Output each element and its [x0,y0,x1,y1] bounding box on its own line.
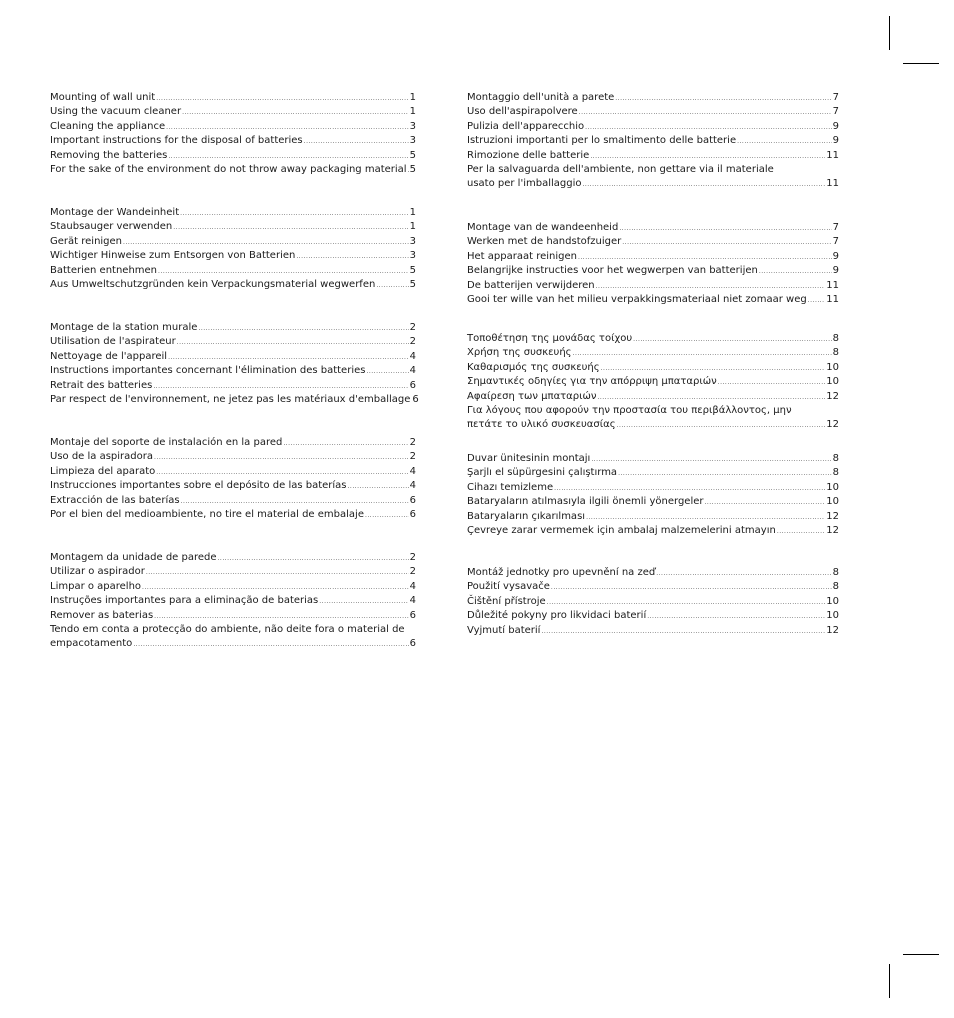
toc-section-it [467,91,839,192]
toc-entry [50,508,416,522]
toc-entry-title: Instructions importantes concernant l'élimination des batteries [50,365,366,377]
toc-entry-page: 4 [409,365,416,377]
dot-leader [591,453,831,467]
toc-entry [50,206,416,220]
toc-entry-title: Duvar ünitesinin montajı [467,453,591,464]
toc-entry-title: De batterijen verwijderen [467,279,595,291]
dot-leader [366,365,408,379]
dot-leader [218,552,409,566]
toc-entry-page: 5 [409,278,416,290]
toc-entry [467,481,839,495]
toc-entry [50,565,416,579]
crop-mark-bottom-vertical [889,964,890,998]
toc-entry-title: Limpieza del aparato [50,465,156,477]
crop-mark-bottom-horizontal [903,954,939,955]
dot-leader [283,437,408,451]
toc-entry-page: 8 [832,333,839,344]
toc-entry-page: 8 [832,567,839,578]
toc-entry [50,379,416,393]
dot-leader [158,265,409,279]
toc-entry-page: 6 [409,609,416,621]
dot-leader [573,347,832,361]
toc-entry-title: Par respect de l'environnement, ne jetez pas les matériaux d'emballage [50,393,411,405]
toc-entry-page: 9 [832,135,839,147]
toc-entry [50,321,416,335]
toc-section-tr [467,452,839,538]
toc-entry-page: 2 [409,336,416,348]
toc-entry [50,220,416,234]
toc-entry-page: 11 [826,178,839,190]
crop-mark-top-horizontal [903,63,939,64]
dot-leader [376,279,408,293]
toc-entry [50,393,419,407]
dot-leader [622,236,831,250]
crop-mark-top-vertical [889,16,890,50]
toc-section-en [50,91,416,177]
dot-leader [198,322,408,336]
dot-leader [582,178,825,192]
toc-entry [467,279,839,293]
toc-entry-title: πετάτε το υλικό συσκευασίας [467,419,616,431]
toc-entry-page: 3 [409,135,416,147]
toc-entry-page: 12 [826,419,839,431]
toc-entry-page: 1 [409,106,416,118]
toc-entry-page: 12 [826,624,839,636]
toc-entry-title: Montage van de wandeenheid [467,222,619,233]
toc-entry [50,450,416,464]
dot-leader [617,419,826,433]
toc-entry-title: Çevreye zarar vermemek için ambalaj malzemelerini atmayın [467,524,776,536]
toc-entry-page: 2 [409,437,416,448]
dot-leader [777,525,825,539]
toc-entry-title: Montaje del soporte de instalación en la pared [50,437,283,448]
dot-leader [619,222,831,236]
toc-section-el [467,332,839,433]
toc-entry-page: 3 [409,250,416,262]
dot-leader [181,495,409,509]
toc-entry-page: 4 [409,580,416,592]
toc-section-es [50,436,416,522]
toc-entry [50,134,416,148]
toc-entry-page: 1 [409,221,416,233]
toc-entry-title: Retrait des batteries [50,379,153,391]
toc-entry-page: 4 [409,595,416,607]
dot-leader [633,333,831,347]
toc-entry [50,91,416,105]
toc-entry-page: 7 [832,92,839,103]
dot-leader [142,581,409,595]
toc-entry-title: Limpar o aparelho [50,580,142,592]
toc-entry-page: 6 [409,379,416,391]
dot-leader [579,106,832,120]
toc-entry-title: Τοποθέτηση της μονάδας τοίχου [467,333,633,344]
dot-leader [808,294,826,308]
toc-entry-title: Por el bien del medioambiente, no tire el material de embalaje [50,508,364,520]
toc-entry-page: 10 [826,481,839,493]
toc-entry-title: Utilizar o aspirador [50,566,145,578]
dot-leader [168,351,409,365]
toc-entry-page: 6 [409,494,416,506]
toc-entry [467,609,839,623]
toc-entry [50,105,416,119]
dot-leader [182,106,409,120]
toc-section-fr [50,321,419,407]
dot-leader [737,135,832,149]
toc-entry [50,580,416,594]
toc-entry [467,510,839,524]
dot-leader [704,496,825,510]
toc-entry-page: 6 [412,393,419,405]
toc-entry [467,134,839,148]
toc-entry-title: Καθαρισμός της συσκευής [467,361,600,373]
toc-entry-page: 11 [826,279,839,291]
toc-entry [50,637,416,651]
toc-entry-title-line: Tendo em conta a protecção do ambiente, não deite fora o material de [50,623,405,635]
toc-entry [467,221,839,235]
dot-leader [173,221,408,235]
toc-entry-page: 7 [832,106,839,118]
toc-entry [467,466,839,480]
toc-entry [50,494,416,508]
toc-entry [50,278,416,292]
dot-leader [296,250,408,264]
toc-entry-title: Şarjlı el süpürgesini çalıştırma [467,467,618,479]
toc-entry-page: 9 [832,265,839,277]
dot-leader [154,610,408,624]
dot-leader [166,121,409,135]
toc-section-cs [467,566,839,638]
dot-leader [304,135,409,149]
dot-leader [618,467,832,481]
toc-entry [467,120,839,134]
toc-entry [467,235,839,249]
toc-entry [467,346,839,360]
toc-entry-page: 4 [409,350,416,362]
toc-entry-title: Extracción de las baterías [50,494,180,506]
toc-entry-title: Montage de la station murale [50,322,198,333]
toc-entry [467,566,839,580]
dot-leader [177,336,409,350]
dot-leader [154,451,409,465]
toc-entry [50,264,416,278]
toc-entry-page: 2 [409,552,416,563]
toc-section-de [50,206,416,292]
toc-entry-title: Použití vysavače [467,581,550,593]
toc-entry [50,551,416,565]
toc-entry-title: Pulizia dell'apparecchio [467,120,585,132]
toc-entry-title: usato per l'imballaggio [467,178,582,190]
dot-leader [146,566,409,580]
toc-entry-page: 7 [832,236,839,248]
toc-entry-title: Čištění přístroje [467,595,546,607]
toc-entry-page: 10 [826,610,839,622]
toc-entry [467,149,839,163]
toc-entry [467,361,839,375]
toc-entry-title: Het apparaat reinigen [467,250,577,262]
toc-entry-page: 10 [826,376,839,388]
toc-entry [50,350,416,364]
toc-entry [467,105,839,119]
toc-entry [467,177,839,191]
toc-entry [50,120,416,134]
toc-entry-page: 3 [409,120,416,132]
dot-leader [541,625,825,639]
toc-entry-title: Important instructions for the disposal of batteries [50,135,303,147]
toc-entry-title: Cleaning the appliance [50,120,166,132]
dot-leader [156,466,408,480]
dot-leader [601,362,826,376]
toc-entry-page: 7 [832,222,839,233]
toc-entry [467,250,839,264]
toc-entry-page: 1 [409,207,416,218]
toc-entry-page: 4 [409,465,416,477]
dot-leader [123,236,409,250]
dot-leader [597,391,825,405]
toc-entry-page: 6 [409,508,416,520]
toc-entry-page: 5 [409,149,416,161]
toc-entry-page: 1 [409,92,416,103]
toc-entry-title: Gooi ter wille van het milieu verpakkingsmateriaal niet zomaar weg [467,293,807,305]
toc-entry-title: Montáž jednotky pro upevnění na zeď [467,567,656,578]
toc-entry [467,375,839,389]
dot-leader [551,581,832,595]
toc-entry-page: 2 [409,566,416,578]
toc-entry-page: 11 [826,149,839,161]
toc-entry [467,452,839,466]
toc-entry-title-line: Για λόγους που αφορούν την προστασία του περιβάλλοντος, μην [467,404,792,416]
toc-entry-title: Staubsauger verwenden [50,221,173,233]
toc-entry [467,595,839,609]
toc-entry-title: Removing the batteries [50,149,168,161]
toc-entry-title: For the sake of the environment do not throw away packaging material [50,163,407,175]
toc-entry-page: 4 [409,480,416,492]
toc-entry-title-line: Per la salvaguarda dell'ambiente, non gettare via il materiale [467,163,774,175]
toc-entry-title: Gerät reinigen [50,235,123,247]
toc-entry-title: Using the vacuum cleaner [50,106,182,118]
toc-entry-title: Σημαντικές οδηγίες για την απόρριψη μπαταριών [467,376,717,388]
toc-entry-page: 10 [826,496,839,508]
toc-entry-page: 12 [826,390,839,402]
toc-entry [50,249,416,263]
dot-leader [759,265,832,279]
dot-leader [319,595,408,609]
toc-entry-page: 9 [832,250,839,262]
dot-leader [153,380,408,394]
toc-entry-title: Istruzioni importanti per lo smaltimento delle batterie [467,135,737,147]
toc-entry-title: Montaggio dell'unità a parete [467,92,615,103]
toc-entry [50,149,416,163]
toc-entry-page: 12 [826,510,839,522]
toc-entry [50,335,416,349]
dot-leader [348,480,409,494]
toc-entry [467,580,839,594]
toc-entry-page: 5 [409,264,416,276]
toc-entry-title: Wichtiger Hinweise zum Entsorgen von Batterien [50,250,296,262]
toc-entry-title: Uso dell'aspirapolvere [467,106,578,118]
toc-entry-page: 11 [826,293,839,305]
dot-leader [656,567,831,581]
toc-entry [50,479,416,493]
toc-entry-title: Uso de la aspiradora [50,451,153,463]
dot-leader [156,92,408,106]
dot-leader [408,164,409,178]
toc-entry-title: Cihazı temizleme [467,481,554,493]
dot-leader [365,509,409,523]
toc-entry [467,293,839,307]
toc-entry-title: Belangrijke instructies voor het wegwerpen van batterijen [467,265,758,277]
toc-entry-page: 2 [409,451,416,463]
toc-entry [50,436,416,450]
dot-leader [590,150,825,164]
toc-entry [467,624,839,638]
toc-entry-title: Důležité pokyny pro likvidaci baterií [467,610,647,622]
dot-leader [718,376,826,390]
toc-entry [50,609,416,623]
toc-entry-page: 8 [832,347,839,359]
toc-entry-title: Werken met de handstofzuiger [467,236,622,248]
dot-leader [596,280,826,294]
toc-entry-title: Montagem da unidade de parede [50,552,217,563]
dot-leader [647,610,825,624]
toc-entry [50,594,416,608]
toc-entry-title: empacotamento [50,638,133,650]
toc-entry-title: Αφαίρεση των μπαταριών [467,390,597,402]
toc-entry [467,495,839,509]
toc-entry-page: 8 [832,453,839,464]
toc-entry-page: 9 [832,120,839,132]
toc-entry-title: Χρήση της συσκευής [467,347,572,359]
toc-entry-title: Aus Umweltschutzgründen kein Verpackungsmaterial wegwerfen [50,278,376,290]
dot-leader [554,482,825,496]
toc-entry-title: Remover as baterias [50,609,154,621]
toc-section-nl [467,221,839,307]
toc-entry-page: 10 [826,595,839,607]
dot-leader [180,207,409,221]
toc-entry [467,524,839,538]
dot-leader [586,511,825,525]
toc-entry [467,390,839,404]
toc-entry-page: 8 [832,581,839,593]
dot-leader [578,251,832,265]
toc-entry-page: 5 [409,163,416,175]
toc-section-pt [50,551,416,652]
toc-entry-title: Batterien entnehmen [50,264,158,276]
toc-entry [50,163,416,177]
dot-leader [168,150,408,164]
dot-leader [615,92,831,106]
toc-entry-page: 8 [832,467,839,479]
toc-entry-title: Nettoyage de l'appareil [50,350,168,362]
dot-leader [133,638,408,652]
toc-entry [467,332,839,346]
toc-entry [467,264,839,278]
toc-entry-title: Utilisation de l'aspirateur [50,336,176,348]
toc-entry-title: Instrucciones importantes sobre el depósito de las baterías [50,480,347,492]
toc-entry [50,235,416,249]
dot-leader [585,121,832,135]
toc-entry-title: Rimozione delle batterie [467,149,590,161]
toc-entry-title: Montage der Wandeinheit [50,207,180,218]
toc-entry-page: 10 [826,361,839,373]
toc-entry-title: Instruções importantes para a eliminação de baterias [50,595,319,607]
toc-entry [50,465,416,479]
toc-entry [467,418,839,432]
toc-entry-title: Bataryaların çıkarılması [467,510,586,522]
toc-entry-title: Bataryaların atılmasıyla ilgili önemli yönergeler [467,496,704,508]
toc-entry-page: 12 [826,524,839,536]
toc-entry-page: 6 [409,638,416,650]
toc-entry [467,91,839,105]
toc-entry-page: 3 [409,235,416,247]
dot-leader [547,596,826,610]
toc-entry-page: 2 [409,322,416,333]
toc-entry-title: Vyjmutí baterií [467,624,541,636]
toc-entry-title: Mounting of wall unit [50,92,156,103]
toc-entry [50,364,416,378]
